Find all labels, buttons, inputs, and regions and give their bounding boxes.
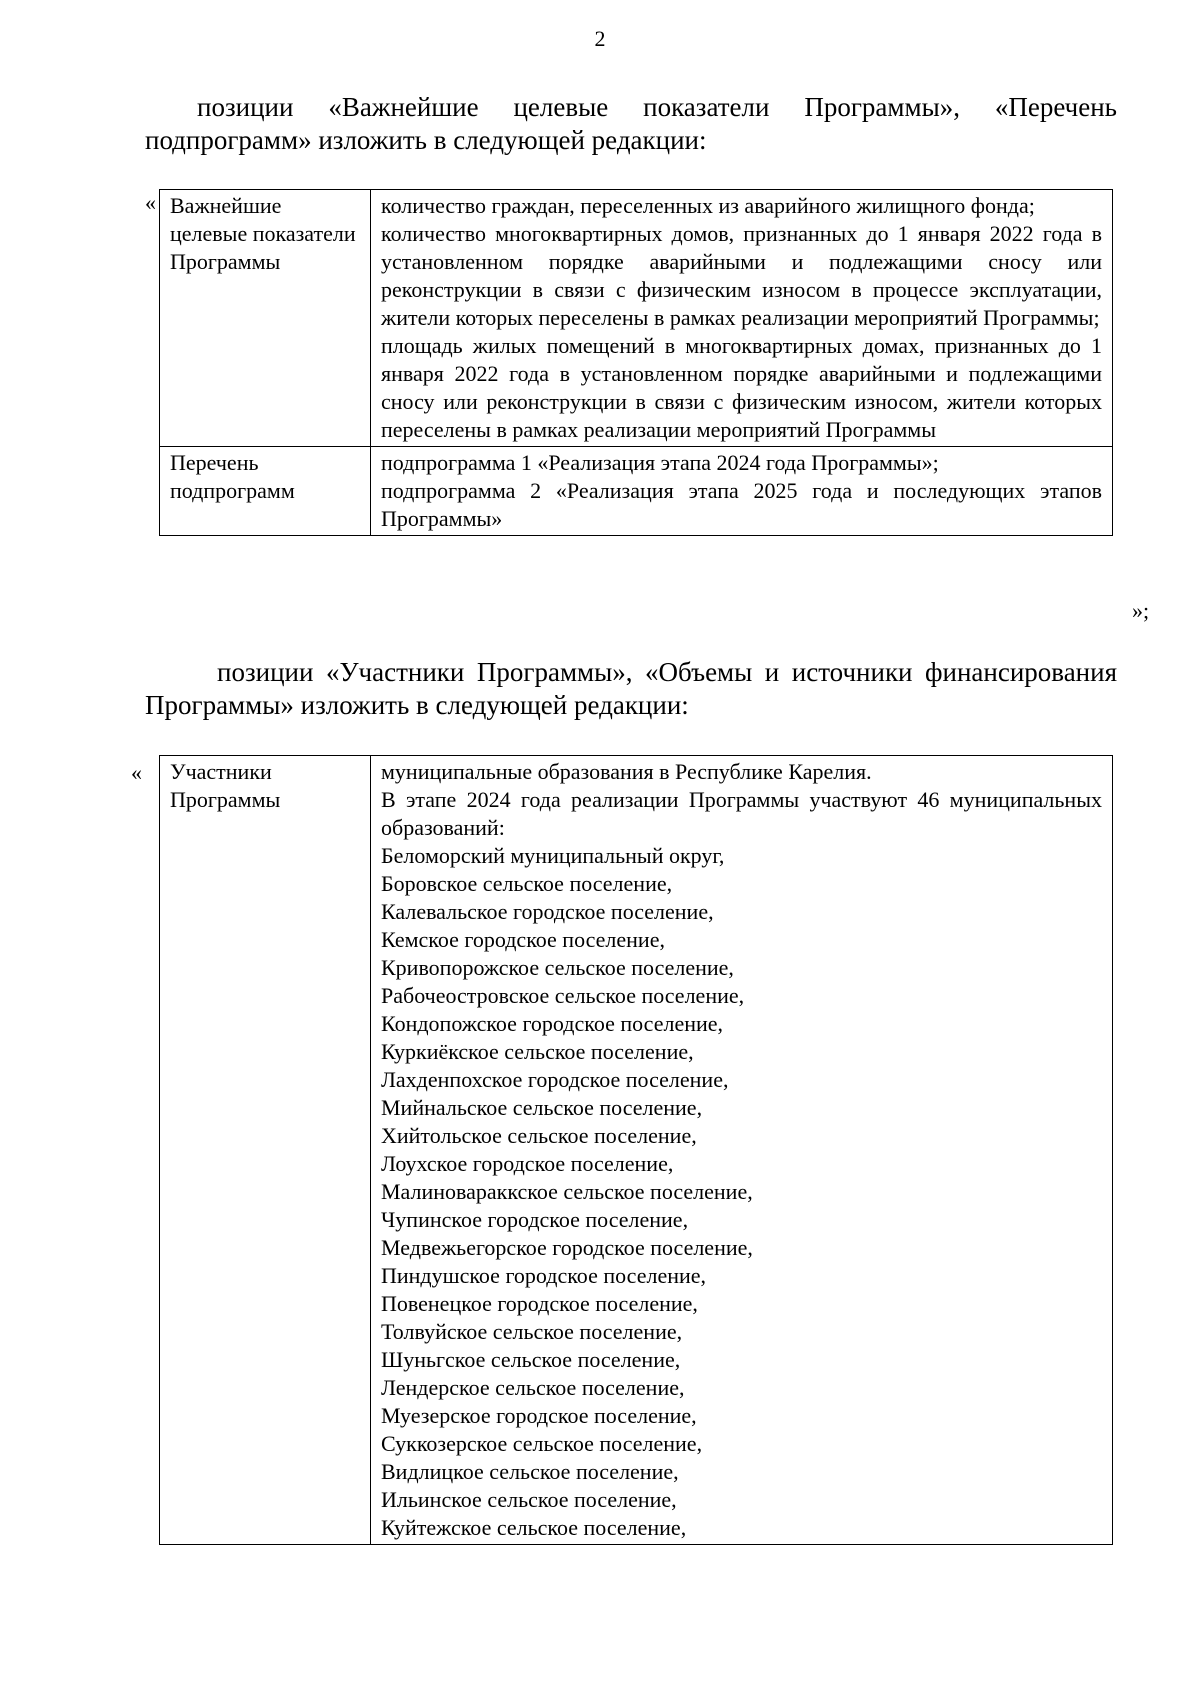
table1-open-quote: « [145, 190, 156, 215]
list-item: Чупинское городское поселение, [381, 1207, 689, 1232]
list-item: Шуньгское сельское поселение, [381, 1347, 681, 1372]
list-item: Кемское городское поселение, [381, 927, 665, 952]
list-item: Рабочеостровское сельское поселение, [381, 983, 745, 1008]
list-item: Повенецкое городское поселение, [381, 1291, 698, 1316]
table-row [160, 756, 1113, 1545]
list-item: Беломорский муниципальный округ, [381, 843, 725, 868]
participants-table [159, 755, 1113, 1545]
list-item: Муезерское городское поселение, [381, 1403, 697, 1428]
table1-close-quote: »; [1132, 598, 1150, 623]
row-content [371, 447, 1113, 536]
list-item: Лахденпохское городское поселение, [381, 1067, 729, 1092]
content-line: площадь жилых помещений в многоквартирных домах, признанных до 1 января 2022 года в установленном порядке аварийными и подлежащими сносу или реконструкции в связи с физическим износом, жители которых переселены в рамках реализации мероприятий Программы [381, 333, 1102, 442]
list-item: Видлицкое сельское поселение, [381, 1459, 679, 1484]
list-item: Пиндушское городское поселение, [381, 1263, 707, 1288]
list-item: Кондопожское городское поселение, [381, 1011, 724, 1036]
list-item: Мийнальское сельское поселение, [381, 1095, 703, 1120]
row-label: Важнейшие целевые показатели Программы [160, 190, 371, 447]
intro-paragraph-1: позиции «Важнейшие целевые показатели Программы», «Перечень подпрограмм» изложить в следующей редакции: [145, 92, 1117, 155]
list-item: Кривопорожское сельское поселение, [381, 955, 734, 980]
intro-paragraph-2: позиции «Участники Программы», «Объемы и источники финансирования Программы» изложить в следующей редакции: [145, 657, 1117, 720]
table-row [160, 447, 1113, 536]
content-line: подпрограмма 1 «Реализация этапа 2024 года Программы»; [381, 450, 939, 475]
row-label: Перечень подпрограмм [160, 447, 371, 536]
content-line: количество граждан, переселенных из аварийного жилищного фонда; [381, 193, 1035, 218]
list-item: Медвежьегорское городское поселение, [381, 1235, 753, 1260]
list-item: Калевальское городское поселение, [381, 899, 714, 924]
list-item: Лоухское городское поселение, [381, 1151, 674, 1176]
list-item: Толвуйское сельское поселение, [381, 1319, 683, 1344]
list-item: Боровское сельское поселение, [381, 871, 673, 896]
list-item: муниципальные образования в Республике Карелия. [381, 759, 872, 784]
list-item: Куйтежское сельское поселение, [381, 1515, 687, 1540]
row-content [371, 190, 1113, 447]
row-content [371, 756, 1113, 1545]
list-item: Ильинское сельское поселение, [381, 1487, 677, 1512]
content-line: подпрограмма 2 «Реализация этапа 2025 года и последующих этапов Программы» [381, 478, 1102, 531]
list-item: Куркиёкское сельское поселение, [381, 1039, 694, 1064]
list-item: Суккозерское сельское поселение, [381, 1431, 703, 1456]
row-label: Участники Программы [160, 756, 371, 1545]
table-row [160, 190, 1113, 447]
list-item: Малиновараккское сельское поселение, [381, 1179, 753, 1204]
table2-open-quote: « [131, 760, 142, 785]
list-item: Хийтольское сельское поселение, [381, 1123, 697, 1148]
list-item: В этапе 2024 года реализации Программы участвуют 46 муниципальных образований: [381, 787, 1102, 840]
content-line: количество многоквартирных домов, признанных до 1 января 2022 года в установленном порядке аварийными и подлежащими сносу или реконструкции в связи с физическим износом в процессе эксплуатации, жители которых переселены в рамках реализации мероприятий Программы; [381, 221, 1102, 330]
list-item: Лендерское сельское поселение, [381, 1375, 685, 1400]
page-number: 2 [594, 26, 606, 51]
indicators-table [159, 189, 1113, 536]
